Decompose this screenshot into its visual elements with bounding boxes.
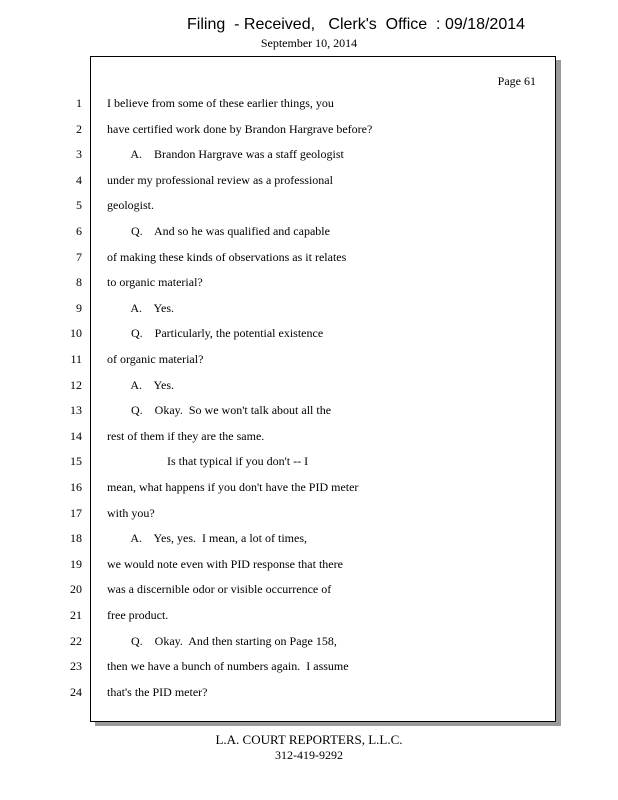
transcript-line <box>0 685 618 701</box>
line-text: rest of them if they are the same. <box>107 429 265 443</box>
transcript-line <box>0 480 618 496</box>
line-text: free product. <box>107 608 169 622</box>
line-number: 18 <box>70 531 82 545</box>
line-text: to organic material? <box>107 275 203 289</box>
transcript-line <box>0 506 618 522</box>
line-text: of organic material? <box>107 352 204 366</box>
transcript-line <box>0 275 618 291</box>
transcript-line <box>0 582 618 598</box>
line-number: 22 <box>70 634 82 648</box>
transcript-line <box>0 173 618 189</box>
line-number: 9 <box>76 301 82 315</box>
line-text: with you? <box>107 506 155 520</box>
transcript-line <box>0 122 618 138</box>
line-number: 11 <box>70 352 82 366</box>
transcript-line <box>0 147 618 163</box>
line-text: then we have a bunch of numbers again. I assume <box>107 659 349 673</box>
line-number: 24 <box>70 685 82 699</box>
transcript-line <box>0 250 618 266</box>
transcript-line <box>0 326 618 342</box>
line-text: we would note even with PID response that there <box>107 557 343 571</box>
line-number: 1 <box>76 96 82 110</box>
line-number: 20 <box>70 582 82 596</box>
transcript-line <box>0 378 618 394</box>
line-number: 2 <box>76 122 82 136</box>
page-number: Page 61 <box>497 74 536 88</box>
line-text: A. Yes, yes. I mean, a lot of times, <box>107 531 307 545</box>
line-number: 23 <box>70 659 82 673</box>
line-text: Is that typical if you don't -- I <box>107 454 309 468</box>
transcript-line <box>0 352 618 368</box>
line-text: Q. Okay. And then starting on Page 158, <box>107 634 337 648</box>
transcript-line <box>0 429 618 445</box>
line-text: A. Brandon Hargrave was a staff geologist <box>107 147 344 161</box>
line-number: 12 <box>70 378 82 392</box>
transcript-line <box>0 454 618 470</box>
footer-firm: L.A. COURT REPORTERS, L.L.C. <box>215 732 403 747</box>
line-text: Q. Particularly, the potential existence <box>107 326 324 340</box>
transcript-line <box>0 531 618 547</box>
footer-phone: 312-419-9292 <box>275 748 343 762</box>
line-number: 13 <box>70 403 82 417</box>
line-number: 10 <box>70 326 82 340</box>
line-text: that's the PID meter? <box>107 685 208 699</box>
transcript-line <box>0 301 618 317</box>
filing-stamp: Filing - Received, Clerk's Office : 09/18/2014 <box>187 16 526 33</box>
line-text: geologist. <box>107 198 154 212</box>
deposition-date: September 10, 2014 <box>260 36 358 50</box>
line-number: 16 <box>70 480 82 494</box>
line-text: mean, what happens if you don't have the PID meter <box>107 480 359 494</box>
line-text: under my professional review as a professional <box>107 173 333 187</box>
transcript-line <box>0 198 618 214</box>
line-text: A. Yes. <box>107 378 175 392</box>
transcript-line <box>0 96 618 112</box>
line-number: 15 <box>70 454 82 468</box>
line-text: A. Yes. <box>107 301 175 315</box>
line-number: 19 <box>70 557 82 571</box>
line-text: of making these kinds of observations as it relates <box>107 250 347 264</box>
transcript-line <box>0 608 618 624</box>
line-text: I believe from some of these earlier things, you <box>107 96 334 110</box>
transcript-line <box>0 403 618 419</box>
line-number: 5 <box>76 198 82 212</box>
transcript-line <box>0 557 618 573</box>
line-number: 6 <box>76 224 82 238</box>
line-number: 17 <box>70 506 82 520</box>
line-number: 8 <box>76 275 82 289</box>
line-number: 14 <box>70 429 82 443</box>
line-text: was a discernible odor or visible occurrence of <box>107 582 332 596</box>
line-text: Q. Okay. So we won't talk about all the <box>107 403 332 417</box>
line-number: 3 <box>76 147 82 161</box>
line-text: have certified work done by Brandon Hargrave before? <box>107 122 373 136</box>
transcript-line <box>0 634 618 650</box>
transcript-line <box>0 659 618 675</box>
transcript-line <box>0 224 618 240</box>
line-number: 7 <box>76 250 82 264</box>
line-number: 4 <box>76 173 82 187</box>
line-number: 21 <box>70 608 82 622</box>
line-text: Q. And so he was qualified and capable <box>107 224 330 238</box>
